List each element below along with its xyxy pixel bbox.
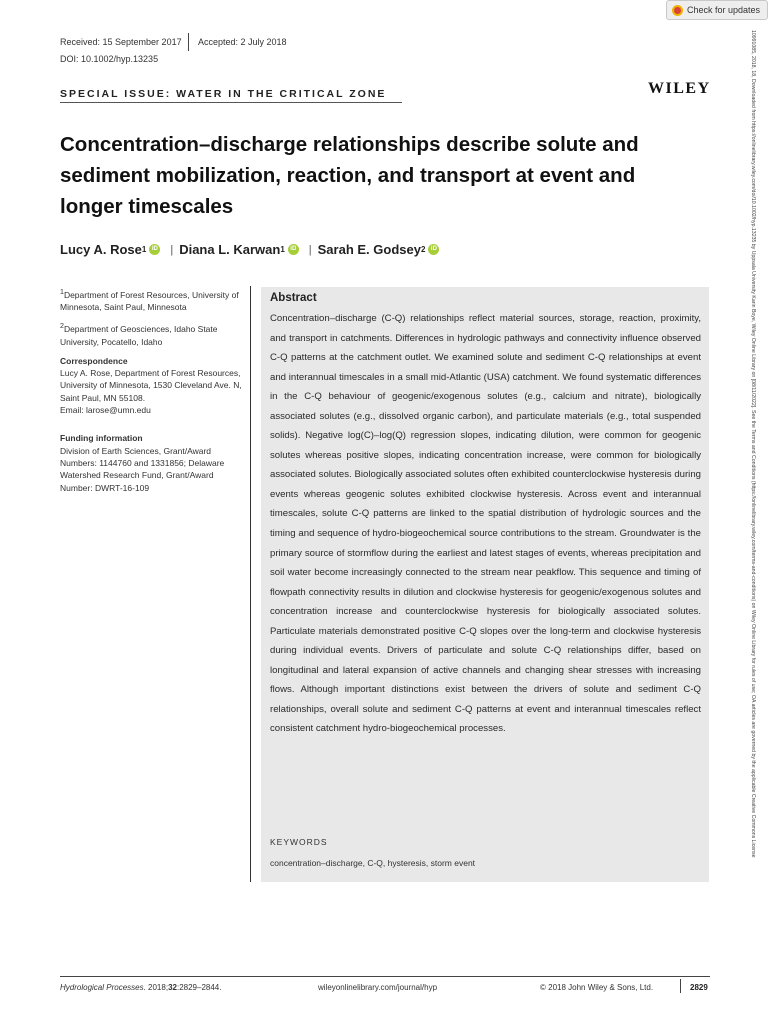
author-affiliation-mark: 1 [280,245,285,254]
crossmark-icon [672,5,683,16]
received-date: Received: 15 September 2017 [60,37,182,47]
footer-page-divider [680,979,681,993]
author-affiliation-mark: 1 [141,245,147,254]
doi-link[interactable]: DOI: 10.1002/hyp.13235 [60,54,159,64]
abstract-heading: Abstract [270,292,317,304]
orcid-icon[interactable]: iD [288,244,299,255]
author-list [60,242,443,257]
publisher-logo: WILEY [648,80,711,97]
article-title: Concentration–discharge relationships describe solute and sediment mobilization, reaction, and transport at event and longer timescales [60,133,639,218]
footer-divider [60,976,710,977]
author-separator: | [308,243,312,256]
funding-label: Funding information [60,433,143,444]
check-for-updates-button[interactable] [666,0,768,20]
orcid-icon[interactable]: iD [428,244,439,255]
funding-text: Division of Earth Sciences, Grant/Award Numbers: 1144760 and 1331856; Delaware Watershed Research Fund, Grant/Award Number: DWRT-16-109 [60,445,225,493]
footer-copyright: © 2018 John Wiley & Sons, Ltd. [540,983,654,992]
special-issue-label: SPECIAL ISSUE: WATER IN THE CRITICAL ZONE [60,88,387,100]
correspondence-label: Correspondence [60,355,128,366]
author-affiliation-mark: 2 [420,245,426,254]
author-separator: | [170,243,174,256]
page-number: 2829 [690,983,708,992]
column-divider [250,286,251,882]
date-divider [188,33,189,51]
correspondence-email[interactable]: Email: larose@umn.edu [60,405,151,416]
footer-journal-url[interactable]: wileyonlinelibrary.com/journal/hyp [318,983,438,992]
orcid-icon[interactable]: iD [149,244,160,255]
author-name[interactable]: Lucy A. Rose [60,242,142,257]
affiliation: $^1$Department of Forest Resources, University of Minnesota, Saint Paul, Minnesota [60,288,239,313]
correspondence-address: Lucy A. Rose, Department of Forest Resources, University of Minnesota, 1530 Cleveland Ave. N, Saint Paul, MN 55108. [60,368,242,403]
article-info-column [60,286,243,494]
affiliation: $^2$Department of Geosciences, Idaho State University, Pocatello, Idaho [60,322,218,347]
keywords-list: concentration–discharge, C-Q, hysteresis, storm event [270,858,476,868]
footer-citation: Hydrological Processes. 2018;32:2829–2844. [60,983,222,992]
accepted-date: Accepted: 2 July 2018 [198,37,287,47]
check-for-updates-label: Check for updates [687,5,761,15]
download-notice: 10991085, 2018, 18, Downloaded from https://onlinelibrary.wiley.com/doi/10.1002/hyp.13235 by Uppsala University Karin Boye, Wiley Online Library on [08/11/2022]. See the Terms and Conditions (https://onlinelibrary.wiley.com/terms-and-conditions) on Wiley Online Library for rules of use; OA articles are governed by the applicable Creative Commons License [750,30,756,858]
author-name[interactable]: Diana L. Karwan [179,242,281,257]
author-name[interactable]: Sarah E. Godsey [317,242,421,257]
special-issue-underline [60,102,402,103]
keywords-heading: KEYWORDS [270,837,328,847]
abstract-body: Concentration–discharge (C-Q) relationships reflect material sources, storage, reaction, proximity, and transport in catchments. Differences in hydrologic pathways and connectivity influence observed C-Q patterns at the catchment outlet. We examined solute and sediment C-Q relationships at event and interannual timescales in a small mid-Atlantic (USA) catchment. We found systematic differences in the C-Q behaviour of geogenic/exogenous solutes (e.g., calcium and nitrate), biologically associated solutes (e.g., dissolved organic carbon), and particulate materials (e.g., total suspended solids). Negative log(C)–log(Q) regression slopes, indicating dilution, were common for geogenic solutes whereas positive slopes, indicating concentration increase, were common for biologically associated solutes. Biologically associated solutes often exhibited counterclockwise hysteresis during events whereas geogenic solutes exhibited clockwise hysteresis. Across event and interannual timescales, solute C-Q patterns are linked to the spatial distribution of hydrologic sources and the timing and sequence of hydro-biogeochemical source contributions to the stream. Groundwater is the primary source of stormflow during the earliest and latest stages of events, whereas precipitation and soil water become increasingly connected to the stream near peakflow. This sequence and timing of flowpath connectivity results in dilution and clockwise hysteresis for geogenic/exogenous solutes and concentration increase and counterclockwise hysteresis for biologically associated solutes. Particulate materials demonstrated positive C-Q slopes over the long-term and clockwise hysteresis during individual events. Drivers of particulate and solute C-Q relationships differ, based on longitudinal and lateral expansion of active channels and changing shear stresses with increasing flows. Although important distinctions exist between the drivers of solute and sediment C-Q relationships, overall solute and sediment C-Q patterns at event and interannual timescales reflect consistent catchment hydro-biogeochemical processes. [270,313,701,735]
